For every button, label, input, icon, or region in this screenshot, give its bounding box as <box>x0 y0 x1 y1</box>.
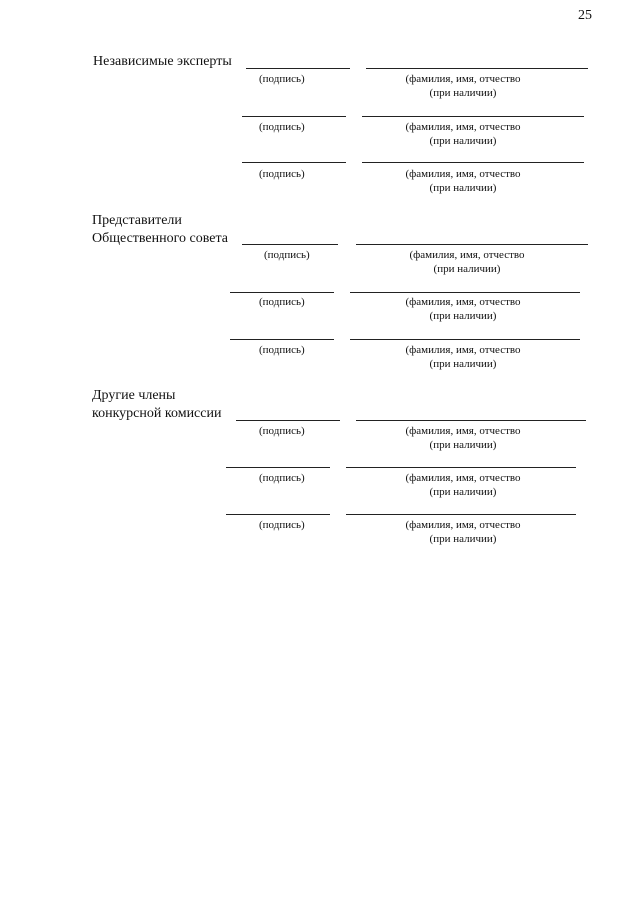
section-title-other-members: Другие члены конкурсной комиссии <box>92 388 222 421</box>
signature-caption: (подпись) <box>259 519 305 531</box>
full-name-line <box>350 339 580 340</box>
signature-caption: (подпись) <box>259 344 305 356</box>
full-name-caption: (фамилия, имя, отчество (при наличии) <box>405 296 521 322</box>
signature-line <box>230 292 334 293</box>
section-title-independent-experts: Независимые эксперты <box>93 54 232 69</box>
full-name-caption: (фамилия, имя, отчество (при наличии) <box>405 344 521 370</box>
full-name-line <box>350 292 580 293</box>
full-name-line <box>362 162 584 163</box>
signature-line <box>226 467 330 468</box>
signature-caption: (подпись) <box>264 249 310 261</box>
full-name-caption: (фамилия, имя, отчество (при наличии) <box>405 121 521 147</box>
signature-line <box>242 162 346 163</box>
full-name-line <box>346 467 576 468</box>
signature-line <box>242 116 346 117</box>
full-name-caption: (фамилия, имя, отчество (при наличии) <box>409 249 525 275</box>
full-name-line <box>346 514 576 515</box>
signature-caption: (подпись) <box>259 168 305 180</box>
signature-line <box>242 244 338 245</box>
full-name-caption: (фамилия, имя, отчество (при наличии) <box>405 168 521 194</box>
signature-line <box>246 68 350 69</box>
signature-line <box>230 339 334 340</box>
full-name-caption: (фамилия, имя, отчество (при наличии) <box>405 519 521 545</box>
full-name-line <box>356 420 586 421</box>
full-name-line <box>366 68 588 69</box>
signature-caption: (подпись) <box>259 296 305 308</box>
signature-line <box>226 514 330 515</box>
signature-caption: (подпись) <box>259 121 305 133</box>
signature-caption: (подпись) <box>259 425 305 437</box>
signature-caption: (подпись) <box>259 73 305 85</box>
full-name-caption: (фамилия, имя, отчество (при наличии) <box>405 73 521 99</box>
signature-caption: (подпись) <box>259 472 305 484</box>
full-name-caption: (фамилия, имя, отчество (при наличии) <box>405 425 521 451</box>
full-name-line <box>356 244 588 245</box>
full-name-line <box>362 116 584 117</box>
signature-line <box>236 420 340 421</box>
full-name-caption: (фамилия, имя, отчество (при наличии) <box>405 472 521 498</box>
page-number: 25 <box>578 8 592 23</box>
section-title-public-council: Представители Общественного совета <box>92 213 228 246</box>
